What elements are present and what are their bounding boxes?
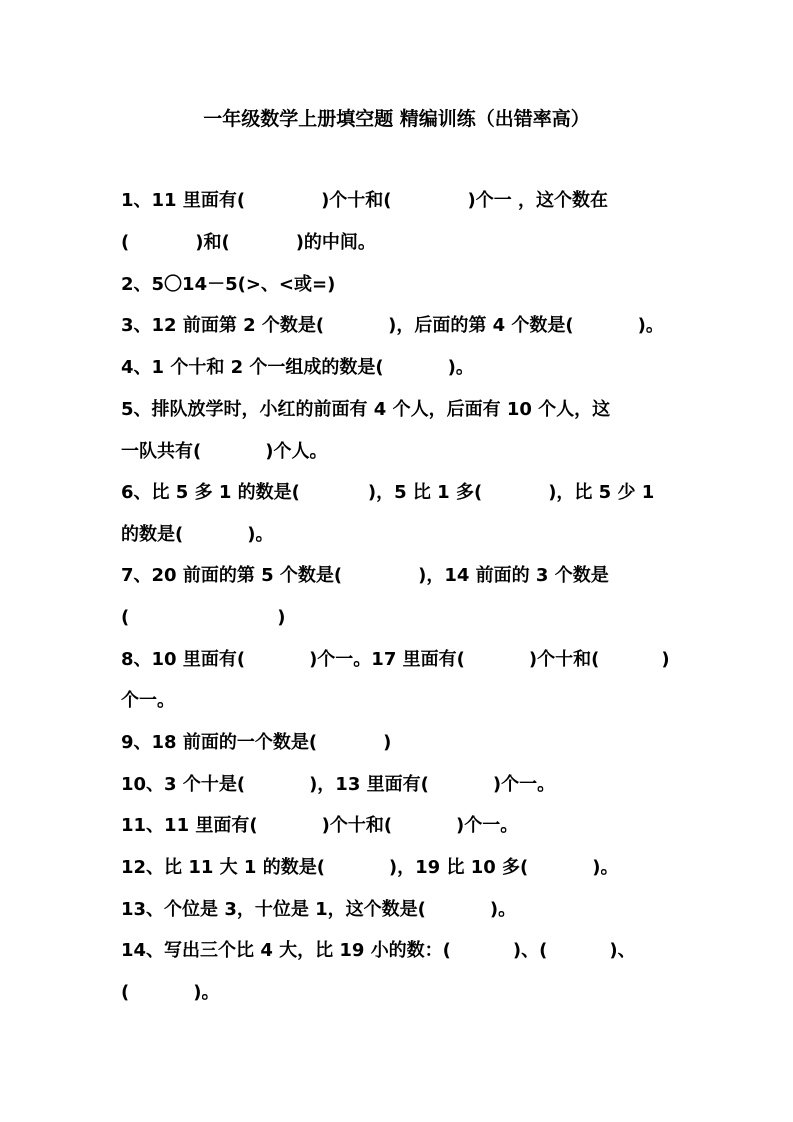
- question-1-line-2: ( )和( )的中间。: [121, 232, 376, 253]
- question-13: 13、个位是 3，十位是 1，这个数是( )。: [121, 899, 517, 920]
- question-11: 11、11 里面有( )个十和( )个一。: [121, 815, 519, 836]
- question-6-line-1: 6、比 5 多 1 的数是( )，5 比 1 多( )，比 5 少 1: [121, 482, 655, 503]
- question-4: 4、1 个十和 2 个一组成的数是( )。: [121, 357, 474, 378]
- question-5-line-2: 一队共有( )个人。: [121, 441, 328, 462]
- page-title: 一年级数学上册填空题 精编训练（出错率高）: [203, 108, 590, 130]
- question-12: 12、比 11 大 1 的数是( )，19 比 10 多( )。: [121, 857, 619, 878]
- question-2: 2、5〇14－5(>、<或=): [121, 274, 336, 295]
- question-6-line-2: 的数是( )。: [121, 524, 274, 545]
- question-8-line-2: 个一。: [121, 690, 175, 711]
- question-9: 9、18 前面的一个数是( ): [121, 732, 392, 753]
- question-3: 3、12 前面第 2 个数是( )，后面的第 4 个数是( )。: [121, 315, 664, 336]
- question-8-line-1: 8、10 里面有( )个一。17 里面有( )个十和( ): [121, 649, 670, 670]
- question-1-line-1: 1、11 里面有( )个十和( )个一 ，这个数在: [121, 190, 609, 211]
- question-5-line-1: 5、排队放学时，小红的前面有 4 个人，后面有 10 个人，这: [121, 399, 611, 420]
- question-10: 10、3 个十是( )，13 里面有( )个一。: [121, 774, 556, 795]
- question-7-line-1: 7、20 前面的第 5 个数是( )，14 前面的 3 个数是: [121, 565, 609, 586]
- question-7-line-2: ( ): [121, 607, 286, 628]
- question-14-line-2: ( )。: [121, 982, 220, 1003]
- question-14-line-1: 14、写出三个比 4 大，比 19 小的数：( )、( )、: [121, 940, 636, 961]
